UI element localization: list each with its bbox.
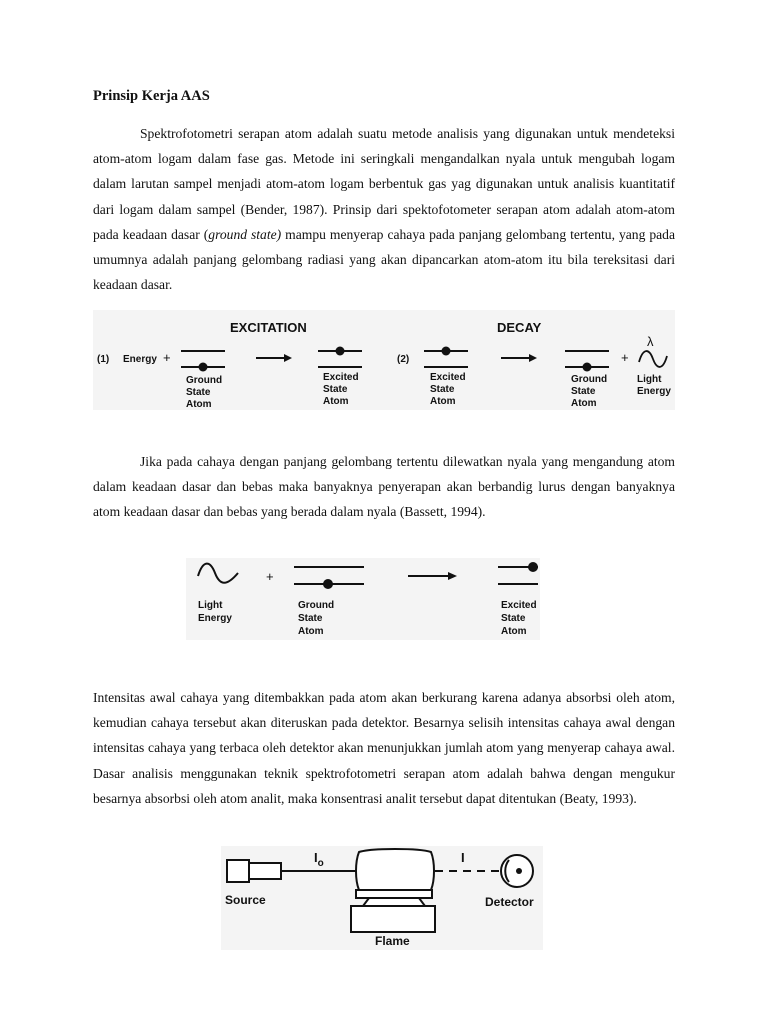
excitation-title: EXCITATION	[230, 320, 307, 335]
light-label-2a: Light	[198, 600, 223, 611]
excited-label-3c: Atom	[501, 626, 527, 637]
step-1-label: (1)	[97, 354, 110, 365]
light-label-1b: Energy	[637, 386, 671, 397]
excited-label-3a: Excited	[501, 600, 537, 611]
io-letter: I	[314, 850, 318, 865]
excited-label-1a: Excited	[323, 372, 359, 383]
figure-background	[186, 558, 540, 640]
paragraph-1-italic: ground state)	[208, 226, 282, 242]
plus-sign-3: +	[266, 569, 274, 584]
step-2-label: (2)	[397, 354, 410, 365]
io-subscript: o	[317, 858, 324, 869]
transmitted-intensity-label: I	[461, 850, 465, 865]
paragraph-1-text-end: mampu menyerap cahaya pada panjang gelombang tertentu, yang pada umumnya adalah panjang gelombang radiasi yang akan dipancarkan atom-atom itu bila tereksitasi dari keadaan dasar.	[93, 226, 675, 293]
flame-label: Flame	[375, 934, 410, 948]
detector-label: Detector	[485, 895, 534, 909]
ground-label-1a: Ground	[186, 375, 223, 386]
paragraph-2: Jika pada cahaya dengan panjang gelombang tertentu dilewatkan nyala yang mengandung atom dalam keadaan dasar dan bebas maka banyaknya penyerapan akan berbandig lurus dengan banyaknya atom keadaan dasar dan bebas yang berada dalam nyala (Bassett, 1994).	[93, 454, 675, 520]
source-label: Source	[225, 893, 266, 907]
light-label-2b: Energy	[198, 613, 232, 624]
plus-sign-1: +	[163, 350, 171, 365]
absorption-figure	[186, 558, 540, 640]
excitation-decay-figure	[93, 310, 675, 410]
ground-label-3b: State	[298, 613, 323, 624]
decay-title: DECAY	[497, 320, 542, 335]
paragraph-1	[93, 121, 675, 297]
ground-label-1b: State	[186, 387, 211, 398]
ground-label-3c: Atom	[298, 626, 324, 637]
excited-label-1b: State	[323, 384, 348, 395]
excited-label-2b: State	[430, 384, 455, 395]
ground-label-2c: Atom	[571, 398, 597, 409]
excited-label-2c: Atom	[430, 396, 456, 407]
source-lamp-icon	[227, 860, 281, 882]
paragraph-3: Intensitas awal cahaya yang ditembakkan pada atom akan berkurang karena adanya absorbsi oleh atom, kemudian cahaya tersebut akan diteruskan pada detektor. Besarnya selisih intensitas cahaya awal dengan intensitas cahaya yang terbaca oleh detektor akan menunjukkan jumlah atom yang menyerap cahaya awal. Dasar analisis menggunakan teknik spektrofotometri serapan atom adalah bahwa dengan mengukur besarnya absorbsi oleh atom analit, maka konsentrasi analit tersebut dapat ditentukan (Beaty, 1993).	[93, 690, 675, 806]
aas-schematic-figure	[221, 846, 543, 950]
paragraph-1-text: Spektrofotometri serapan atom adalah suatu metode analisis yang digunakan untuk mendeteksi atom-atom logam dalam fase gas. Metode ini seringkali mengandalkan nyala untuk mengubah logam dalam larutan sampel menjadi atom-atom logam berbentuk gas yag digunakan untuk analisis kuantitatif dari logam dalam sampel (Bender, 1987). Prinsip dari spektofotometer serapan atom adalah atom-atom pada keadaan dasar (	[93, 126, 675, 242]
ground-label-1c: Atom	[186, 399, 212, 410]
lambda-symbol: λ	[647, 334, 654, 349]
detector-icon	[501, 855, 533, 887]
ground-label-2a: Ground	[571, 374, 608, 385]
excited-label-3b: State	[501, 613, 526, 624]
ground-label-2b: State	[571, 386, 596, 397]
flame-burner-icon	[351, 849, 435, 932]
energy-label: Energy	[123, 354, 157, 365]
plus-sign-2: +	[621, 350, 629, 365]
excited-label-1c: Atom	[323, 396, 349, 407]
page-heading: Prinsip Kerja AAS	[93, 88, 210, 104]
ground-label-3a: Ground	[298, 600, 335, 611]
excited-label-2a: Excited	[430, 372, 466, 383]
light-label-1a: Light	[637, 374, 662, 385]
